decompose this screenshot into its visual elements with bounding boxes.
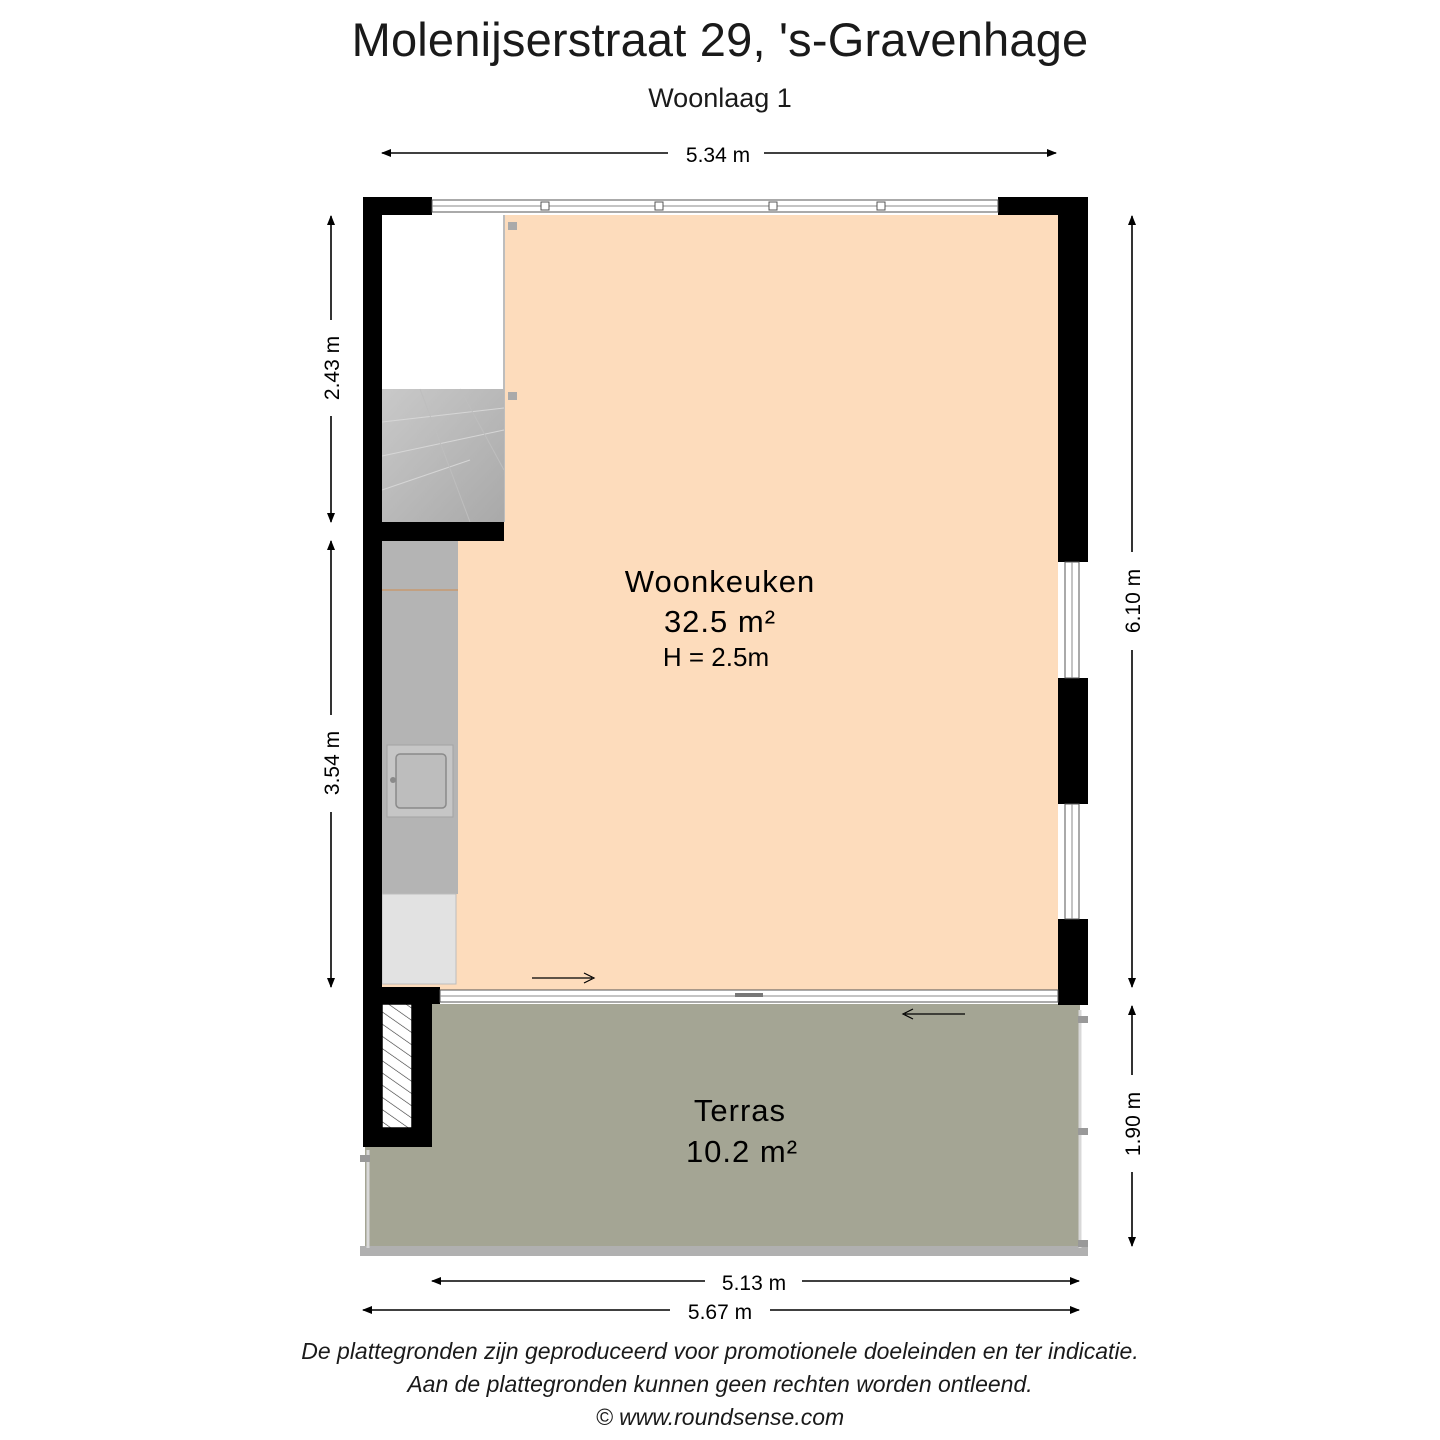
- page-title: Molenijserstraat 29, 's-Gravenhage: [351, 13, 1089, 66]
- terras-edge: [360, 1246, 1088, 1256]
- disclaimer-line-2: Aan de plattegronden kunnen geen rechten worden ontleend.: [407, 1371, 1033, 1397]
- dimension-right-lower-label: 1.90 m: [1122, 1091, 1145, 1157]
- dimension-top: [382, 144, 1056, 167]
- room-area-woonkeuken: 32.5 m²: [663, 604, 777, 639]
- window-top: [432, 200, 998, 212]
- dimension-right-upper-label: 6.10 m: [1122, 568, 1145, 634]
- dimension-right-lower: [1122, 1006, 1145, 1246]
- shaft: [382, 1004, 412, 1128]
- dimension-bottom-outer-label: 5.67 m: [687, 1301, 753, 1324]
- disclaimer-line-1: De plattegronden zijn geproduceerd voor promotionele doeleinden en ter indicatie.: [301, 1338, 1139, 1364]
- sink-icon: [396, 754, 446, 808]
- fridge-icon: [382, 894, 456, 984]
- room-name-terras: Terras: [693, 1093, 787, 1128]
- floor-label: Woonlaag 1: [648, 83, 792, 113]
- window-right-upper: [1065, 562, 1079, 678]
- dimension-bottom-inner-label: 5.13 m: [721, 1272, 787, 1295]
- stairs: [382, 389, 504, 522]
- dimension-top-label: 5.34 m: [685, 144, 751, 167]
- dimension-left-lower: [321, 541, 344, 987]
- room-name-woonkeuken: Woonkeuken: [624, 564, 816, 599]
- terras-floor-left: [365, 1147, 432, 1248]
- room-height-woonkeuken: H = 2.5m: [662, 642, 770, 672]
- dimension-left-upper: [321, 216, 344, 522]
- kitchen-counter: [382, 541, 458, 984]
- dimension-right-upper: [1122, 216, 1145, 987]
- room-area-terras: 10.2 m²: [685, 1134, 799, 1169]
- closet-area: [382, 215, 504, 389]
- dimension-bottom-outer: [363, 1301, 1079, 1324]
- copyright-line: © www.roundsense.com: [595, 1404, 845, 1430]
- window-right-lower: [1065, 804, 1079, 919]
- dimension-bottom-inner: [432, 1272, 1079, 1295]
- dimension-left-upper-label: 2.43 m: [321, 335, 344, 401]
- dimension-left-lower-label: 3.54 m: [321, 730, 344, 796]
